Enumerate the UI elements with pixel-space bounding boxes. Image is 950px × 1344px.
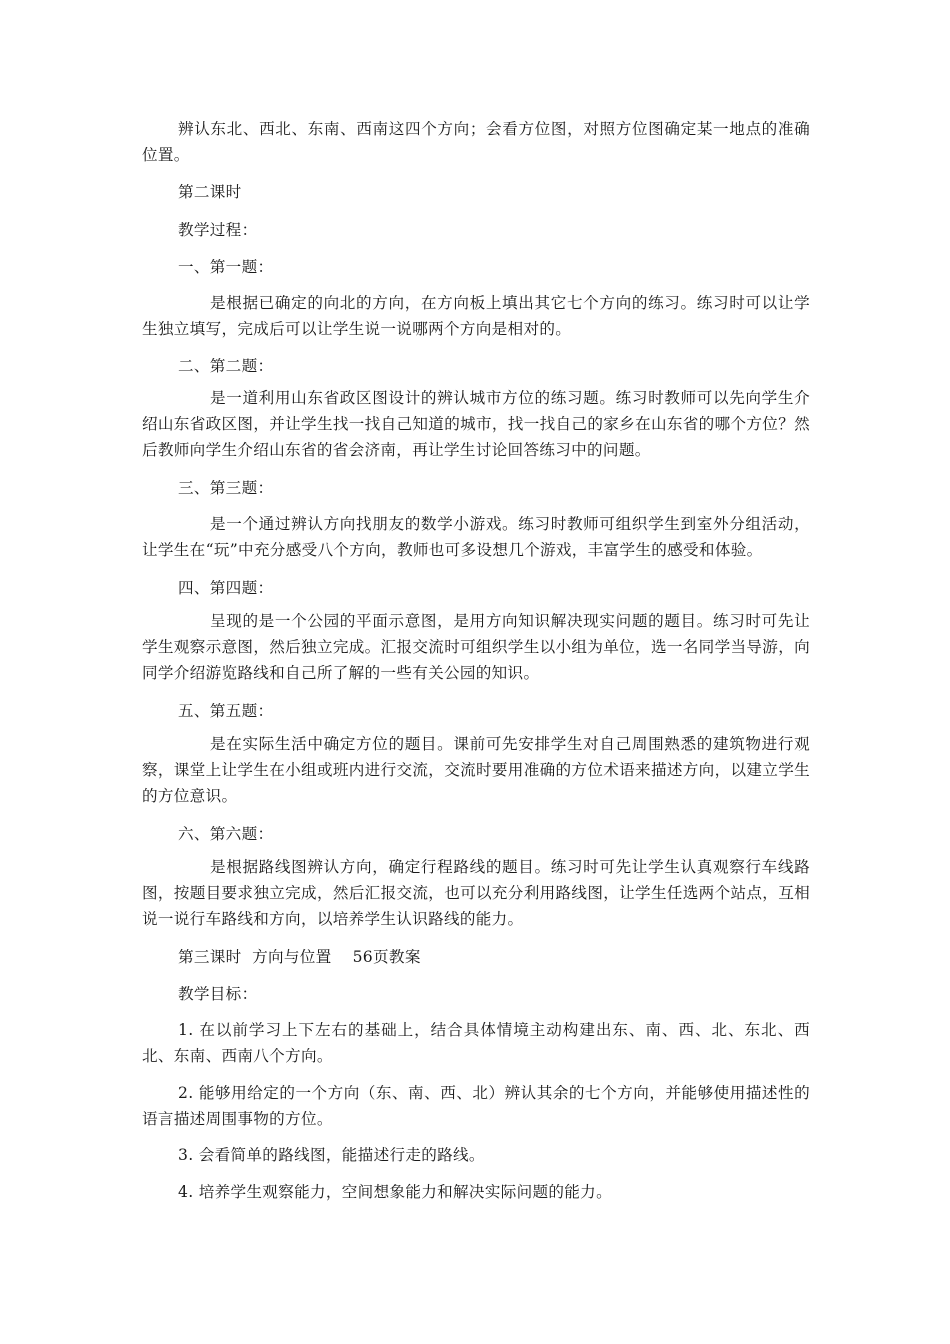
item-one-heading: 一、第一题：	[178, 258, 274, 276]
item-five-heading: 五、第五题：	[178, 702, 274, 720]
item-six-heading: 六、第六题：	[178, 825, 274, 843]
lesson-two-heading: 第二课时	[178, 183, 242, 201]
goal-one-paragraph: 1. 在以前学习上下左右的基础上，结合具体情境主动构建出东、南、西、北、东北、西北、东南、西南八个方向。	[142, 1021, 810, 1065]
item-four-paragraph: 呈现的是一个公园的平面示意图，是用方向知识解决现实问题的题目。练习时可先让学生观察示意图，然后独立完成。汇报交流时可组织学生以小组为单位，选一名同学当导游，向同学介绍游览路线和自己所了解的一些有关公园的知识。	[142, 612, 810, 682]
item-five-paragraph: 是在实际生活中确定方位的题目。课前可先安排学生对自己周围熟悉的建筑物进行观察，课堂上让学生在小组或班内进行交流，交流时要用准确的方位术语来描述方向，以建立学生的方位意识。	[142, 735, 810, 805]
item-two-paragraph: 是一道利用山东省政区图设计的辨认城市方位的练习题。练习时教师可以先向学生介绍山东省政区图，并让学生找一找自己知道的城市，找一找自己的家乡在山东省的哪个方位？然后教师向学生介绍山东省的省会济南，再让学生讨论回答练习中的问题。	[142, 389, 810, 459]
goal-two-paragraph: 2. 能够用给定的一个方向（东、南、西、北）辨认其余的七个方向，并能够使用描述性的语言描述周围事物的方位。	[142, 1084, 810, 1128]
item-two-heading: 二、第二题：	[178, 357, 274, 375]
goal-four-paragraph: 4. 培养学生观察能力，空间想象能力和解决实际问题的能力。	[178, 1183, 612, 1201]
item-three-heading: 三、第三题：	[178, 479, 274, 497]
teaching-process-heading: 教学过程：	[178, 221, 258, 239]
item-one-paragraph: 是根据已确定的向北的方向，在方向板上填出其它七个方向的练习。练习时可以让学生独立填写，完成后可以让学生说一说哪两个方向是相对的。	[142, 294, 810, 338]
item-three-paragraph: 是一个通过辨认方向找朋友的数学小游戏。练习时教师可组织学生到室外分组活动，让学生在“玩”中充分感受八个方向，教师也可多设想几个游戏，丰富学生的感受和体验。	[142, 515, 810, 559]
goal-three-paragraph: 3. 会看简单的路线图，能描述行走的路线。	[178, 1146, 485, 1164]
teaching-goals-heading: 教学目标：	[178, 985, 258, 1003]
item-four-heading: 四、第四题：	[178, 579, 274, 597]
item-six-paragraph: 是根据路线图辨认方向，确定行程路线的题目。练习时可先让学生认真观察行车线路图，按题目要求独立完成，然后汇报交流，也可以充分利用路线图，让学生任选两个站点，互相说一说行车路线和方向，以培养学生认识路线的能力。	[142, 858, 810, 928]
lesson-three-heading: 第三课时 方向与位置 56页教案	[178, 948, 421, 966]
intro-paragraph: 辨认东北、西北、东南、西南这四个方向；会看方位图，对照方位图确定某一地点的准确位置。	[142, 120, 810, 164]
